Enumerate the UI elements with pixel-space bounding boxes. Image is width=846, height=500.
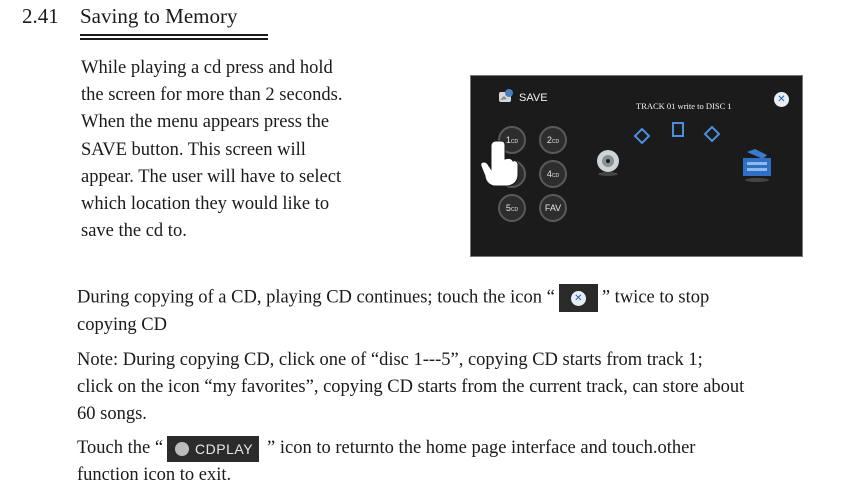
favorites-folder-icon bbox=[741, 148, 773, 184]
note-line-1: Note: During copying CD, click one of “disc 1---5”, copying CD starts from track 1; bbox=[77, 350, 703, 370]
cd-disc-icon bbox=[596, 149, 622, 177]
intro-line: the screen for more than 2 seconds. bbox=[81, 85, 343, 106]
copying-text-before: During copying of a CD, playing CD continues; touch the icon “ bbox=[77, 287, 555, 308]
close-icon[interactable]: ✕ bbox=[774, 92, 789, 107]
title-underline bbox=[80, 34, 268, 36]
cdplay-button-sample bbox=[167, 436, 259, 462]
copying-instruction bbox=[77, 284, 709, 312]
return-text-after: ” icon to returnto the home page interface and touch.other bbox=[267, 438, 696, 458]
disc-4-button[interactable]: 4CD bbox=[539, 160, 567, 188]
return-instruction bbox=[77, 435, 695, 462]
intro-line: appear. The user will have to select bbox=[81, 166, 342, 187]
copying-instruction-line2: copying CD bbox=[77, 315, 167, 335]
intro-line: When the menu appears press the bbox=[81, 112, 330, 133]
title-underline-double bbox=[80, 38, 268, 40]
section-title: Saving to Memory bbox=[80, 4, 238, 28]
pointing-hand-icon bbox=[479, 139, 519, 187]
favorites-button[interactable]: FAV bbox=[539, 194, 567, 222]
save-icon bbox=[497, 88, 515, 104]
intro-line: save the cd to. bbox=[81, 221, 187, 242]
section-number: 2.41 bbox=[22, 4, 59, 28]
intro-line: While playing a cd press and hold bbox=[81, 58, 333, 78]
disc-5-button[interactable]: 5CD bbox=[498, 194, 526, 222]
stop-copy-icon-sample bbox=[559, 284, 598, 312]
device-save-screen bbox=[470, 75, 803, 257]
intro-paragraph bbox=[81, 55, 411, 245]
disc-2-button[interactable]: 2CD bbox=[539, 126, 567, 154]
note-line-3: 60 songs. bbox=[77, 404, 147, 424]
save-title: SAVE bbox=[519, 92, 548, 104]
intro-line: which location they would like to bbox=[81, 194, 330, 215]
cdplay-label: CDPLAY bbox=[195, 440, 254, 457]
note-line-2: click on the icon “my favorites”, copying CD starts from the current track, can store about bbox=[77, 377, 745, 397]
copying-animation-icon bbox=[631, 120, 731, 158]
track-status-text: TRACK 01 write to DISC 1 bbox=[636, 101, 732, 111]
disc-1-button[interactable]: 1CD bbox=[498, 126, 526, 154]
copying-text-after: ” twice to stop bbox=[601, 287, 710, 308]
cdplay-icon bbox=[175, 442, 189, 456]
close-icon: ✕ bbox=[571, 291, 586, 306]
intro-line: SAVE button. This screen will bbox=[81, 139, 306, 160]
return-text-before: Touch the “ bbox=[77, 438, 164, 458]
return-instruction-line2: function icon to exit. bbox=[77, 465, 232, 485]
